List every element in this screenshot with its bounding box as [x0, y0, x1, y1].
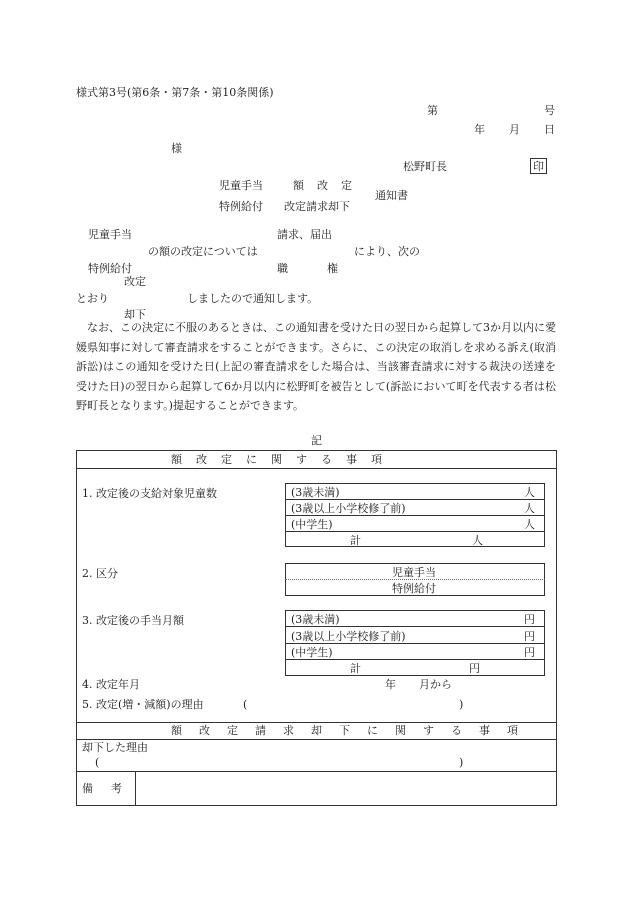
item1-unit1: 人	[524, 502, 535, 515]
body-seikyu: 請求、届出	[277, 228, 332, 241]
number-go: 号	[544, 104, 555, 117]
item1-total-label: 計	[350, 534, 361, 547]
item5-open-paren: (	[243, 698, 248, 711]
issuer: 松野町長	[403, 160, 447, 173]
title-tei: 定	[341, 179, 352, 192]
item5-label: 5. 改定(増・減額)の理由	[82, 698, 204, 711]
item2-option1: 特例給付	[392, 582, 436, 595]
item3-unit0: 円	[524, 613, 535, 626]
date-day: 日	[544, 123, 555, 136]
section2-header: 額改定請求却下に関する事項	[171, 724, 535, 737]
number-dai: 第	[427, 104, 438, 117]
reject-label: 却下した理由	[82, 741, 148, 754]
body-niyori: により、次の	[354, 245, 420, 258]
body-jidou: 児童手当	[88, 228, 132, 241]
section1-header: 額改定に関する事項	[171, 453, 396, 466]
body-kyakka2: 却下	[124, 308, 146, 321]
item3-unit2: 円	[524, 646, 535, 659]
item4-label: 4. 改定年月	[82, 678, 140, 691]
body-toori: とおり	[76, 292, 109, 305]
title-gaku: 額	[293, 179, 304, 192]
item4-nen: 年	[385, 678, 396, 691]
item3-total-label: 計	[350, 662, 361, 675]
item3-label: 3. 改定後の手当月額	[82, 614, 184, 627]
item1-row0: (3歳未満)	[291, 486, 340, 499]
title-kai: 改	[317, 179, 328, 192]
item1-row2: (中学生)	[291, 518, 333, 531]
item4-tsuki-kara: 月から	[419, 678, 452, 691]
item2-label: 2. 区分	[82, 567, 118, 580]
body-tokurei: 特例給付	[88, 262, 132, 275]
reject-close-paren: )	[459, 756, 464, 769]
form-label: 様式第3号(第6条・第7条・第10条関係)	[76, 86, 274, 99]
body-kaitei-mid: の額の改定については	[148, 245, 258, 258]
item1-label: 1. 改定後の支給対象児童数	[82, 487, 217, 500]
item3-row2: (中学生)	[291, 646, 333, 659]
item3-total-unit: 円	[469, 662, 480, 675]
body-paragraph: なお、この決定に不服のあるときは、この通知書を受けた日の翌日から起算して3か月以内に愛媛県知事に対して審査請求をすることができます。さらに、この決定の取消しを求める訴え(取消訴訟)はこの通知を受けた日(上記の審査請求をした場合は、当該審査請求に対する裁決の送達を受けた日)の翌日から起算して6か月以内に松野町を被告として(訴訟において町を代表する者は松野町長となります。)提起することができます。	[76, 321, 556, 412]
item5-close-paren: )	[459, 698, 464, 711]
date-year: 年	[474, 123, 485, 136]
addressee-sama: 様	[171, 142, 182, 155]
date-month: 月	[509, 123, 520, 136]
body-shoku: 職	[277, 262, 288, 275]
title-tsuchisho: 通知書	[375, 189, 408, 202]
title-kyakka: 改定請求却下	[284, 200, 350, 213]
ki-mark: 記	[311, 434, 322, 447]
item1-unit0: 人	[524, 486, 535, 499]
body-kaitei2: 改定	[124, 275, 146, 288]
item3-unit1: 円	[524, 630, 535, 643]
item3-row0: (3歳未満)	[291, 613, 340, 626]
item1-unit2: 人	[524, 518, 535, 531]
reject-open-paren: (	[95, 756, 100, 769]
item2-option0: 児童手当	[392, 566, 436, 579]
item1-row1: (3歳以上小学校修了前)	[291, 502, 406, 515]
seal-mark: 印	[530, 158, 547, 174]
title-jidou: 児童手当	[219, 179, 263, 192]
item3-row1: (3歳以上小学校修了前)	[291, 630, 406, 643]
body-ken: 権	[327, 262, 338, 275]
body-shimashita: しましたので通知します。	[187, 292, 319, 305]
remarks-label: 備考	[82, 782, 140, 795]
item1-total-unit: 人	[472, 534, 483, 547]
title-tokurei: 特例給付	[219, 200, 263, 213]
